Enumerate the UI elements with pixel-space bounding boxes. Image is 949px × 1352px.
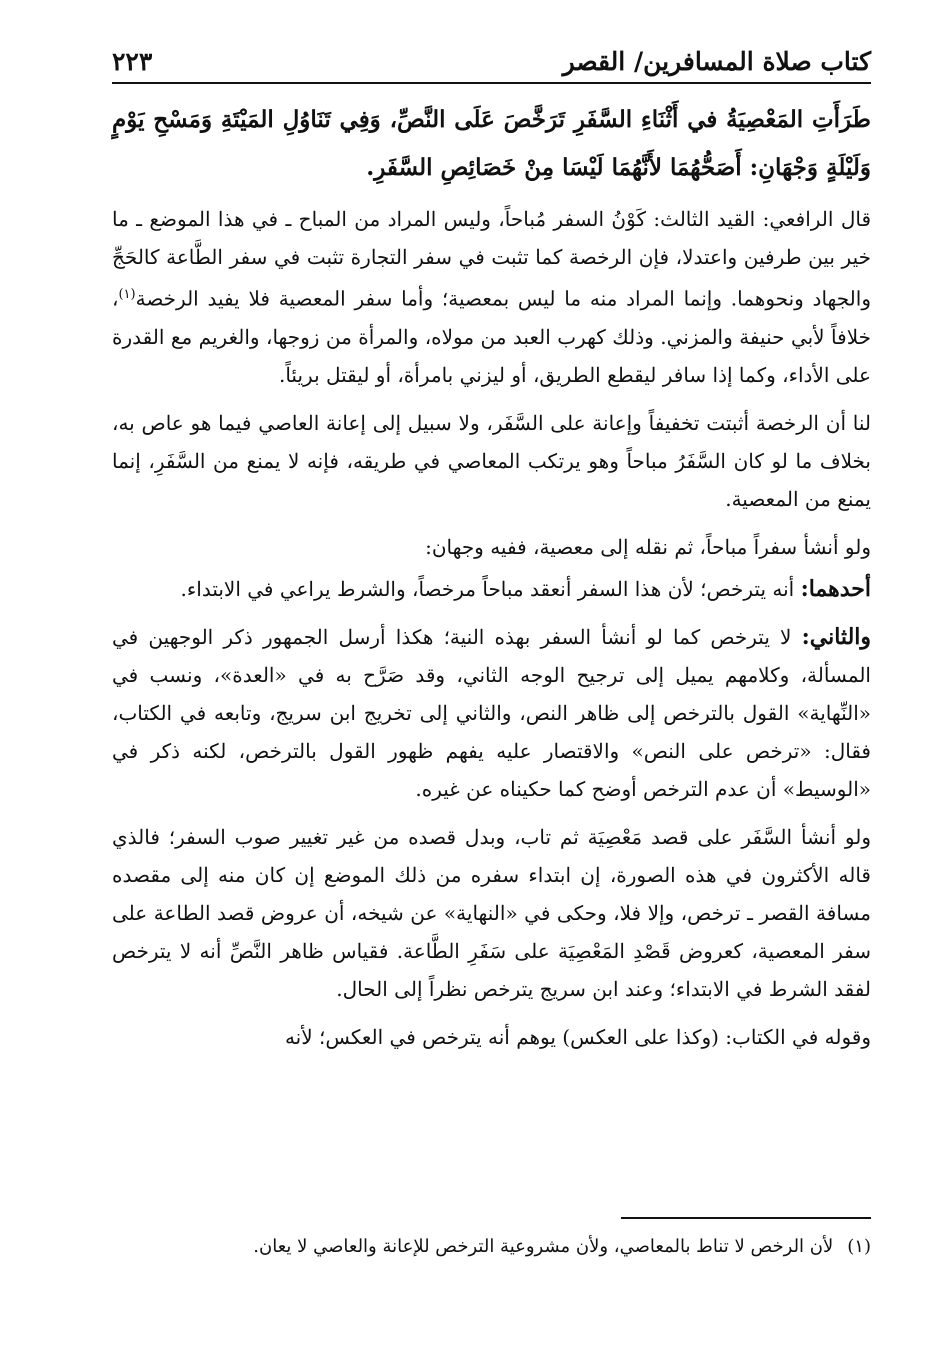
footnote-text: لأن الرخص لا تناط بالمعاصي، ولأن مشروعية الترخص للإعانة والعاصي لا يعان. — [253, 1236, 834, 1257]
second-view-label: والثاني: — [801, 623, 872, 650]
sharh-text: ، خلافاً لأبي حنيفة والمزني. وذلك كهرب العبد من مولاه، والمرأة من زوجها، والغريم مع القدرة على الأداء، وكما إذا سافر ليقطع الطريق، أو ليزني بامرأة، أو ليقتل بريئاً. — [112, 286, 871, 387]
sharh-paragraph-4 — [112, 570, 871, 608]
page-number: ٢٢٣ — [112, 47, 153, 76]
first-view-label: أحدهما: — [800, 575, 871, 602]
page-body — [112, 96, 871, 1066]
running-title: كتاب صلاة المسافرين/ القصر — [562, 47, 871, 76]
sharh-text: لا يترخص كما لو أنشأ السفر بهذه النية؛ هكذا أرسل الجمهور ذكر الوجهين في المسألة، وكلامهم يميل إلى ترجيح الوجه الثاني، وقد صَرَّح به في «العدة»، ونسب في «النِّهاية» القول بالترخص إلى ظاهر النص، والثاني إلى تخريج ابن سريج، وتابعه في الكتاب، فقال: «ترخص على النص» والاقتصار عليه يفهم ظهور القول بالترخص، لكنه ذكر في «الوسيط» أن عدم الترخص أوضح كما حكيناه عن غيره. — [112, 624, 871, 801]
sharh-text: قال الرافعي: القيد الثالث: كَوْنُ السفر مُباحاً، وليس المراد من المباح ـ في هذا الموضع ـ ما خير بين طرفين واعتدلا، فإن الرخصة كما تثبت في سفر التجارة تثبت في سفر الطَّاعة كالحَجِّ والجهاد ونحوهما. وإنما المراد منه ما ليس بمعصية؛ وأما سفر المعصية فلا يفيد الرخصة — [112, 207, 871, 311]
matn-paragraph: طَرَأَتِ المَعْصِيَةُ في أَثْنَاءِ السَّفَرِ تَرَخَّصَ عَلَى النَّصِّ، وَفِي تَنَاوُلِ المَيْتَةِ وَمَسْحِ يَوْمٍ وَلَيْلَةٍ وَجْهَانِ: أَصَحُّهُمَا لأَنَّهُمَا لَيْسَا مِنْ خَصَائِصِ السَّفَرِ. — [112, 106, 871, 181]
sharh-paragraph-6: ولو أنشأ السَّفَر على قصد مَعْصِيَة ثم تاب، وبدل قصده من غير تغيير صوب السفر؛ فالذي قاله الأكثرون في هذه الصورة، إن ابتداء سفره من ذلك الموضع إن كان منه إلى مقصده مسافة القصر ـ ترخص، وإلا فلا، وحكى في «النهاية» عن شيخه، أن عروض قصد الطاعة على سفر المعصية، كعروض قَصْدِ المَعْصِيَة على سَفَرِ الطَّاعة. فقياس ظاهر النَّصِّ أنه لا يترخص لفقد الشرط في الابتداء؛ وعند ابن سريج يترخص نظراً إلى الحال. — [112, 824, 871, 1001]
footnote-reference[interactable]: (١) — [118, 287, 136, 302]
sharh-text: أنه يترخص؛ لأن هذا السفر أنعقد مباحاً مرخصاً، والشرط يراعي في الابتداء. — [180, 576, 795, 601]
footnote — [112, 1232, 871, 1262]
sharh-paragraph-7: وقوله في الكتاب: (وكذا على العكس) يوهم أنه يترخص في العكس؛ لأنه — [284, 1024, 871, 1049]
footnote-marker: (١) — [847, 1236, 871, 1257]
sharh-paragraph-3: ولو أنشأ سفراً مباحاً، ثم نقله إلى معصية، ففيه وجهان: — [425, 534, 871, 559]
sharh-paragraph-1 — [112, 200, 871, 394]
sharh-paragraph-2: لنا أن الرخصة أثبتت تخفيفاً وإعانة على السَّفَر، ولا سبيل إلى إعانة العاصي فيما هو عاص به، بخلاف ما لو كان السَّفَرُ مباحاً وهو يرتكب المعاصي في طريقه، فإنه لا يمنع من السَّفَرِ، إنما يمنع من المعصية. — [112, 410, 871, 511]
page-header — [112, 36, 871, 84]
sharh-paragraph-5 — [112, 618, 871, 808]
footnote-divider — [621, 1217, 871, 1219]
